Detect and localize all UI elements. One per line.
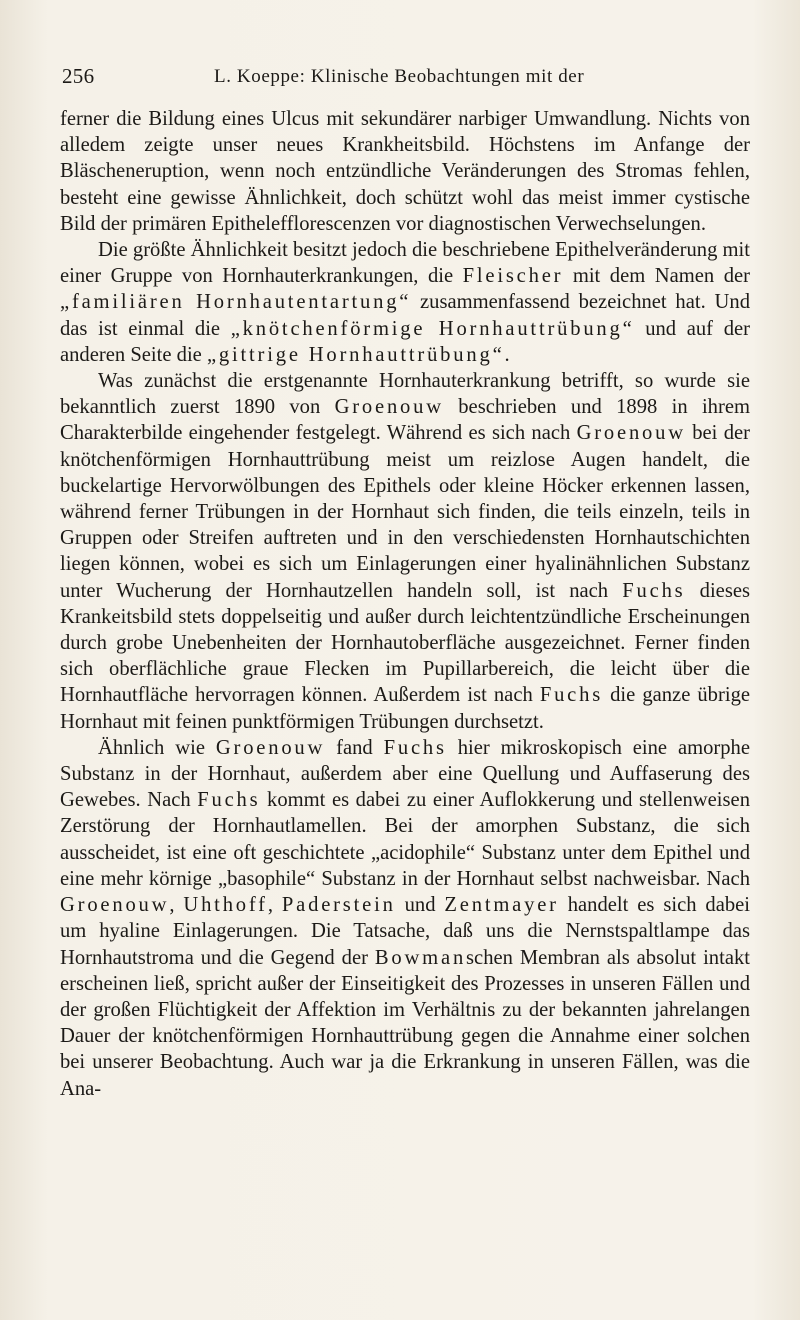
text-segment: schen Membran als absolut intakt erscheinen ließ, spricht außer der Einseitigkeit des Prozesses in unseren Fällen und der großen Flüchtigkeit der Affektion im Verhältnis zu der bekannten jahrelangen Dauer der knötchenförmigen Hornhauttrübung gegen die Annahme einer solchen bei unserer Beobachtung. Auch war ja die Erkrankung in unseren Fällen, was die Ana- [60,946,750,1100]
text-segment: , [267,894,282,917]
emphasized-name: Fuchs [197,789,261,812]
text-segment: . [504,343,510,366]
text-segment: kommt es dabei zu einer Auflokkerung und stellenweisen Zerstörung der Hornhautlamellen. Bei der amorphen Substanz, die sich ausscheidet, ist eine oft geschichtete „acidophile“ Substanz unter dem Epithel und eine mehr körnige „basophile“ Substanz in der Hornhaut selbst nachweisbar. Nach [60,789,750,890]
body-text [60,106,750,1102]
emphasized-name: Groenouw [60,894,170,917]
emphasized-name: Groenouw [215,736,326,759]
paragraph [60,237,750,368]
emphasized-name: Uhthoff [183,894,268,917]
text-segment: mit dem Namen der [563,265,750,288]
text-segment: die ganze übrige Hornhaut mit feinen punktförmigen Trübungen durchsetzt. [60,684,751,733]
text-segment: beschrieben und 1898 in ihrem Charakterbilde eingehender festgelegt. Während es sich nach [60,396,750,445]
text-segment: Die größte Ähnlichkeit besitzt jedoch die beschriebene Epithelveränderung mit einer Gruppe von Hornhauterkrankungen, die [60,239,750,288]
paragraph [60,735,750,1102]
emphasized-name: Paderstein [281,894,396,917]
emphasized-name: Bowman [374,946,467,969]
text-segment: Was zunächst die erstgenannte Hornhauterkrankung betrifft, so wurde sie bekanntlich zuerst 1890 von [60,370,750,419]
running-head [62,64,762,94]
text-segment: ferner die Bildung eines Ulcus mit sekundärer narbiger Umwandlung. Nichts von alledem zeigte unser neues Krankheitsbild. Höchstens im Anfange der Bläscheneruption, wenn noch entzündliche Veränderungen des Stromas fehlen, besteht eine gewisse Ähnlichkeit, doch schützt wohl das meist immer cystische Bild der primären Epithelefflorescenzen vor diagnostischen Verwechselungen. [60,108,750,235]
text-segment: dieses Krankeitsbild stets doppelseitig und außer durch leichtentzündliche Erscheinungen durch grobe Unebenheiten der Hornhautoberfläche ausgezeichnet. Ferner finden sich oberflächliche graue Flecken im Pupillarbereich, die leicht über die Hornhautfläche hervorragen können. Außerdem ist nach [60,579,750,707]
emphasized-name: Fleischer [462,265,564,288]
text-segment: handelt es sich dabei um hyaline Einlagerungen. Die Tatsache, daß uns die Nernstspaltlampe das Hornhautstroma und die Gegend der [60,894,751,969]
text-segment: und [395,894,445,917]
emphasized-name: Fuchs [383,736,447,759]
text-segment: hier mikroskopisch eine amorphe Substanz in der Hornhaut, außerdem aber eine Quellung und Auffaserung des Gewebes. Nach [60,736,750,812]
emphasized-name: „familiären Hornhautentartung“ [60,291,412,314]
text-segment: fand [325,736,384,759]
paragraph [60,106,750,237]
emphasized-name: Fuchs [622,579,686,602]
paragraph [60,368,750,735]
text-segment: Ähnlich wie [98,736,216,759]
emphasized-name: Fuchs [539,684,604,707]
emphasized-name: Zentmayer [444,894,559,917]
emphasized-name: Groenouw [576,422,686,445]
running-title: L. Koeppe: Klinische Beobachtungen mit der [214,66,585,87]
text-segment: zusammenfassend bezeichnet hat. Und das ist einmal die [60,291,750,340]
emphasized-name: „knötchenförmige Hornhauttrübung“ [230,317,635,340]
text-segment: bei der knötchenförmigen Hornhauttrübung meist um reizlose Augen handelt, die buckelartige Hervorwölbungen des Epithels oder kleine Höcker erkennen lassen, während ferner Trübungen in der Hornhaut sich finden, die teils einzeln, teils in Gruppen oder Streifen auftreten und in den verschiedensten Hornhautschichten liegen können, wobei es sich um Einlagerungen einer hyalinähnlichen Substanz unter Wucherung der Hornhautzellen handeln soll, ist nach [60,422,750,602]
text-segment: , [169,894,184,917]
text-segment: und auf der anderen Seite die [60,317,750,366]
emphasized-name: Groenouw [334,396,444,419]
page-number: 256 [62,64,95,88]
emphasized-name: „gittrige Hornhauttrübung“ [206,343,505,366]
